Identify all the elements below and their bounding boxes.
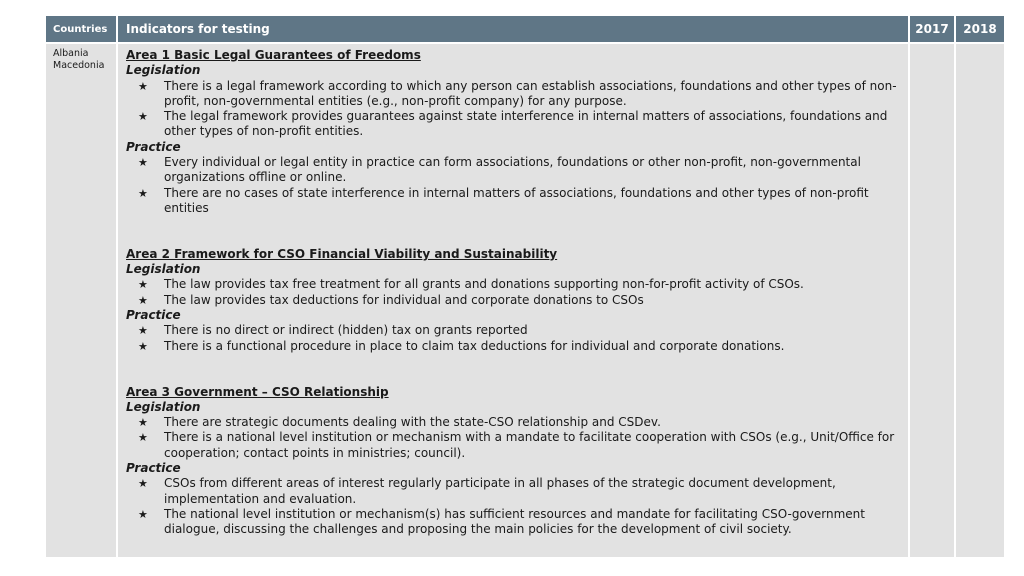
practice-list bbox=[126, 155, 900, 216]
countries-cell bbox=[46, 44, 116, 557]
list-item bbox=[126, 155, 900, 186]
star-icon: ★ bbox=[138, 324, 148, 338]
country-name: Albania bbox=[53, 48, 89, 59]
list-item-text: The legal framework provides guarantees against state interference in internal matters of associations, foundations and other types of non-profit entities. bbox=[164, 109, 888, 139]
list-item-text: There is a national level institution or mechanism with a mandate to facilitate cooperation with CSOs (e.g., Unit/Office for cooperation; contact points in ministries; council). bbox=[164, 430, 895, 460]
star-icon: ★ bbox=[138, 278, 148, 292]
list-item bbox=[126, 339, 900, 354]
list-item bbox=[126, 415, 900, 430]
header-countries: Countries bbox=[46, 16, 116, 44]
list-item-text: Every individual or legal entity in practice can form associations, foundations or other non-profit, non-governmental organizations offline or online. bbox=[164, 155, 861, 185]
year-2018-cell bbox=[956, 44, 1004, 557]
star-icon: ★ bbox=[138, 507, 148, 521]
star-icon: ★ bbox=[138, 431, 148, 445]
spacer bbox=[126, 216, 900, 247]
legislation-heading: Legislation bbox=[126, 399, 201, 414]
practice-heading: Practice bbox=[126, 308, 181, 323]
list-item-text: There are no cases of state interference in internal matters of associations, foundations and other types of non-profit entities bbox=[164, 185, 869, 215]
legislation-list bbox=[126, 277, 900, 308]
list-item bbox=[126, 186, 900, 217]
list-item-text: The law provides tax free treatment for all grants and donations supporting non-for-profit activity of CSOs. bbox=[164, 277, 804, 292]
star-icon: ★ bbox=[138, 339, 148, 353]
list-item bbox=[126, 109, 900, 140]
spacer bbox=[126, 354, 900, 385]
area-block bbox=[126, 48, 900, 216]
header-year-2017: 2017 bbox=[910, 16, 954, 44]
list-item bbox=[126, 293, 900, 308]
list-item-text: There is a legal framework according to which any person can establish associations, foundations and other types of non-profit, non-governmental entities (e.g., non-profit company) for any purpose. bbox=[164, 78, 897, 108]
header-row bbox=[46, 16, 1004, 44]
star-icon: ★ bbox=[138, 416, 148, 430]
list-item-text: The law provides tax deductions for individual and corporate donations to CSOs bbox=[164, 292, 644, 307]
practice-heading: Practice bbox=[126, 461, 181, 476]
list-item bbox=[126, 79, 900, 110]
header-indicators: Indicators for testing bbox=[118, 16, 908, 44]
list-item-text: CSOs from different areas of interest regularly participate in all phases of the strategic document development, implementation and evaluation. bbox=[164, 476, 836, 506]
practice-list bbox=[126, 323, 900, 354]
legislation-heading: Legislation bbox=[126, 63, 201, 78]
area-title: Area 2 Framework for CSO Financial Viability and Sustainability bbox=[126, 246, 558, 261]
list-item-text: The national level institution or mechanism(s) has sufficient resources and mandate for facilitating CSO-government dialogue, discussing the challenges and proposing the main policies for the development of civil society. bbox=[164, 506, 865, 537]
list-item-text: There is no direct or indirect (hidden) tax on grants reported bbox=[164, 323, 528, 338]
area-title: Area 3 Government – CSO Relationship bbox=[126, 384, 389, 399]
indicators-table bbox=[44, 16, 1006, 557]
list-item bbox=[126, 323, 900, 338]
list-item-text: There is a functional procedure in place to claim tax deductions for individual and corporate donations. bbox=[164, 338, 785, 353]
area-block bbox=[126, 385, 900, 538]
star-icon: ★ bbox=[138, 186, 148, 200]
header-year-2018: 2018 bbox=[956, 16, 1004, 44]
list-item bbox=[126, 476, 900, 507]
area-title: Area 1 Basic Legal Guarantees of Freedoms bbox=[126, 48, 421, 62]
year-2017-cell bbox=[910, 44, 954, 557]
legislation-list bbox=[126, 415, 900, 461]
star-icon: ★ bbox=[138, 79, 148, 93]
legislation-list bbox=[126, 79, 900, 140]
indicators-cell bbox=[118, 44, 908, 557]
list-item-text: There are strategic documents dealing with the state-CSO relationship and CSDev. bbox=[164, 415, 661, 430]
list-item bbox=[126, 277, 900, 292]
country-name: Macedonia bbox=[53, 60, 105, 71]
table-row bbox=[46, 44, 1004, 557]
star-icon: ★ bbox=[138, 110, 148, 124]
legislation-heading: Legislation bbox=[126, 262, 201, 277]
star-icon: ★ bbox=[138, 156, 148, 170]
list-item bbox=[126, 430, 900, 461]
practice-heading: Practice bbox=[126, 139, 181, 154]
practice-list bbox=[126, 476, 900, 537]
list-item bbox=[126, 507, 900, 538]
area-block bbox=[126, 247, 900, 354]
star-icon: ★ bbox=[138, 477, 148, 491]
star-icon: ★ bbox=[138, 293, 148, 307]
